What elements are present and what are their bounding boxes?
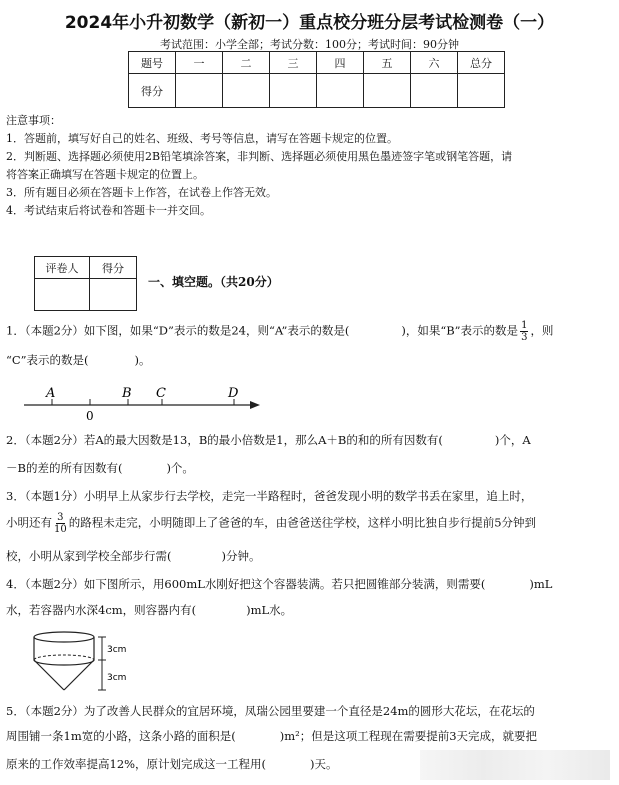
q2-line2-text: －B的差的所有因数有( bbox=[6, 461, 123, 475]
grader-score-cell[interactable] bbox=[90, 279, 137, 311]
score-cell[interactable] bbox=[411, 74, 458, 108]
q3-line2-a: 小明还有 bbox=[6, 515, 52, 530]
question-2-line-1 bbox=[6, 432, 531, 448]
q5-line3-text: 原来的工作效率提高12%，原计划完成这一工程用( bbox=[6, 757, 267, 771]
question-4-line-2 bbox=[6, 602, 292, 618]
section-title: 一、填空题。（共20分） bbox=[148, 275, 279, 289]
question-4-line-1 bbox=[6, 576, 552, 592]
question-5-line-1: 5．（本题2分）为了改善人民群众的宜居环境，凤瑞公园里要建一个直径是24m的圆形大花坛，在花坛的 bbox=[6, 704, 535, 718]
q5-line2-end: )m²；但是这项工程现在需要提前3天完成，就要把 bbox=[279, 729, 538, 743]
q4-line2-end: )mL水。 bbox=[246, 603, 293, 617]
question-5-line-3 bbox=[6, 756, 338, 772]
q3-frac-den: 10 bbox=[54, 524, 67, 535]
score-header-cell: 总分 bbox=[458, 52, 505, 74]
score-header-cell: 一 bbox=[176, 52, 223, 74]
score-table bbox=[128, 51, 505, 108]
dimension-label-cylinder: 3cm bbox=[107, 645, 127, 655]
question-3-line-1: 3．（本题1分）小明早上从家步行去学校，走完一半路程时，爸爸发现小明的数学书丢在家里，追上时， bbox=[6, 489, 533, 503]
score-header-cell: 二 bbox=[223, 52, 270, 74]
q3-line3-end: )分钟。 bbox=[221, 549, 261, 563]
label-zero: 0 bbox=[86, 409, 94, 423]
note-item: 将答案正确填写在答题卡规定的位置上。 bbox=[6, 168, 204, 181]
exam-info: 考试范围：小学全部；考试分数：100分；考试时间：90分钟 bbox=[160, 38, 459, 51]
score-cell[interactable] bbox=[317, 74, 364, 108]
q4-line2-text: 水，若容器内水深4cm，则容器内有( bbox=[6, 603, 197, 617]
q1-frac-num: 1 bbox=[521, 320, 528, 331]
note-item: 4．考试结束后将试卷和答题卡一并交回。 bbox=[6, 204, 211, 217]
grader-score-label: 得分 bbox=[90, 257, 137, 279]
q5-line2-text: 周围铺一条1m宽的小路，这条小路的面积是( bbox=[6, 729, 236, 743]
score-cell[interactable] bbox=[270, 74, 317, 108]
question-3-line-2 bbox=[6, 512, 536, 535]
notes-heading: 注意事项： bbox=[6, 114, 61, 127]
score-cell[interactable] bbox=[223, 74, 270, 108]
score-row-label: 得分 bbox=[129, 74, 176, 108]
number-line-figure bbox=[20, 383, 265, 423]
q4-text: 4．（本题2分）如下图所示，用600mL水刚好把这个容器装满。若只把圆锥部分装满，则需要( bbox=[6, 577, 486, 591]
label-c: C bbox=[156, 386, 166, 401]
label-b: B bbox=[122, 386, 132, 401]
watermark-blur bbox=[420, 750, 610, 780]
q2-line2-end: )个。 bbox=[166, 461, 194, 475]
exam-title: 2024年小升初数学（新初一）重点校分班分层考试检测卷（一） bbox=[64, 13, 555, 33]
note-item: 2．判断题、选择题必须使用2B铅笔填涂答案，非判断、选择题必须使用黑色墨迹签字笔或钢笔答题，请 bbox=[6, 150, 513, 163]
grader-table bbox=[34, 256, 137, 311]
q5-line3-end: )天。 bbox=[310, 757, 338, 771]
note-item: 1．答题前，填写好自己的姓名、班级、考号等信息，请写在答题卡规定的位置。 bbox=[6, 132, 398, 145]
score-cell[interactable] bbox=[364, 74, 411, 108]
q3-fraction bbox=[54, 512, 67, 535]
question-5-line-2 bbox=[6, 728, 537, 744]
notes-section bbox=[6, 112, 611, 220]
q1-line2-text: “C”表示的数是( bbox=[6, 353, 89, 367]
score-header-cell: 三 bbox=[270, 52, 317, 74]
q1-frac-den: 3 bbox=[521, 332, 528, 343]
q1-text-c: ，则 bbox=[530, 323, 554, 338]
score-header-cell: 五 bbox=[364, 52, 411, 74]
grader-label: 评卷人 bbox=[35, 257, 90, 279]
q3-frac-num: 3 bbox=[57, 512, 64, 523]
q4-text-end: )mL bbox=[529, 577, 553, 591]
q1-line2-end: )。 bbox=[134, 353, 151, 367]
question-1-line-2 bbox=[6, 352, 151, 368]
grader-cell[interactable] bbox=[35, 279, 90, 311]
q3-line3-text: 校，小明从家到学校全部步行需( bbox=[6, 549, 172, 563]
cylinder-bottom-arc bbox=[34, 660, 94, 665]
score-cell[interactable] bbox=[458, 74, 505, 108]
arrow-head-icon bbox=[250, 401, 260, 409]
q1-fraction bbox=[520, 320, 528, 343]
score-header-cell: 六 bbox=[411, 52, 458, 74]
score-cell[interactable] bbox=[176, 74, 223, 108]
label-d: D bbox=[228, 386, 239, 401]
note-item: 3．所有题目必须在答题卡上作答，在试卷上作答无效。 bbox=[6, 186, 277, 199]
q2-text-end: )个，A bbox=[494, 433, 531, 447]
q1-text-b: )，如果“B”表示的数是 bbox=[401, 323, 519, 338]
q3-line2-b: 的路程未走完，小明随即上了爸爸的车，由爸爸送往学校，这样小明比独自步行提前5分钟到 bbox=[68, 515, 537, 530]
score-header-cell: 四 bbox=[317, 52, 364, 74]
cylinder-top bbox=[34, 632, 94, 642]
q1-text-a: 1．（本题2分）如下图，如果“D”表示的数是24，则“A”表示的数是( bbox=[6, 323, 350, 338]
q2-text: 2．（本题2分）若A的最大因数是13，B的最小倍数是1，那么A＋B的和的所有因数有( bbox=[6, 433, 443, 447]
question-3-line-3 bbox=[6, 548, 261, 564]
question-1-line-1 bbox=[6, 320, 553, 343]
container-figure bbox=[28, 628, 138, 700]
dimension-label-cone: 3cm bbox=[107, 673, 127, 683]
cylinder-hidden-arc bbox=[34, 655, 94, 660]
label-a: A bbox=[46, 386, 56, 401]
score-header-cell: 题号 bbox=[129, 52, 176, 74]
question-2-line-2 bbox=[6, 460, 194, 476]
